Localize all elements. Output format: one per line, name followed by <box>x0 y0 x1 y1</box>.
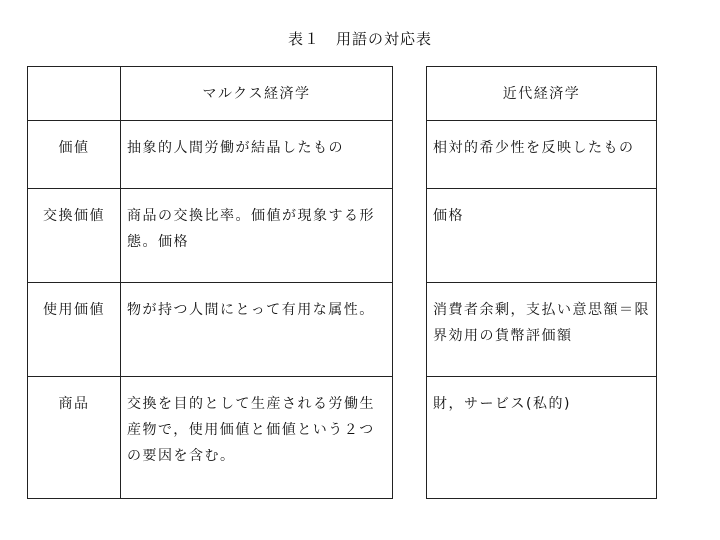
table-header-row <box>28 67 393 121</box>
table-row <box>28 121 393 189</box>
modern-definition-cell: 消費者余剰，支払い意思額＝限界効用の貨幣評価額 <box>427 283 657 377</box>
term-cell: 使用価値 <box>28 283 121 377</box>
term-cell: 商品 <box>28 377 121 499</box>
table-row <box>28 189 393 283</box>
table-row <box>28 377 393 499</box>
modern-definition-cell: 価格 <box>427 189 657 283</box>
modern-economics-table <box>426 66 657 499</box>
term-cell: 価値 <box>28 121 121 189</box>
marx-definition-cell: 物が持つ人間にとって有用な属性。 <box>121 283 393 377</box>
term-header-cell <box>28 67 121 121</box>
marx-definition-cell: 抽象的人間労働が結晶したもの <box>121 121 393 189</box>
table-row <box>427 189 657 283</box>
term-cell: 交換価値 <box>28 189 121 283</box>
marx-definition-cell: 商品の交換比率。価値が現象する形態。価格 <box>121 189 393 283</box>
table-caption: 表１ 用語の対応表 <box>287 30 432 48</box>
marx-definition-cell: 交換を目的として生産される労働生産物で，使用価値と価値という２つの要因を含む。 <box>121 377 393 499</box>
marxian-terms-table <box>27 66 393 499</box>
marx-header-cell: マルクス経済学 <box>121 67 393 121</box>
modern-header-cell: 近代経済学 <box>427 67 657 121</box>
modern-definition-cell: 相対的希少性を反映したもの <box>427 121 657 189</box>
table-row <box>427 283 657 377</box>
table-row <box>28 283 393 377</box>
table-row <box>427 121 657 189</box>
table-row <box>427 377 657 499</box>
table-header-row <box>427 67 657 121</box>
modern-definition-cell: 財，サービス(私的) <box>427 377 657 499</box>
